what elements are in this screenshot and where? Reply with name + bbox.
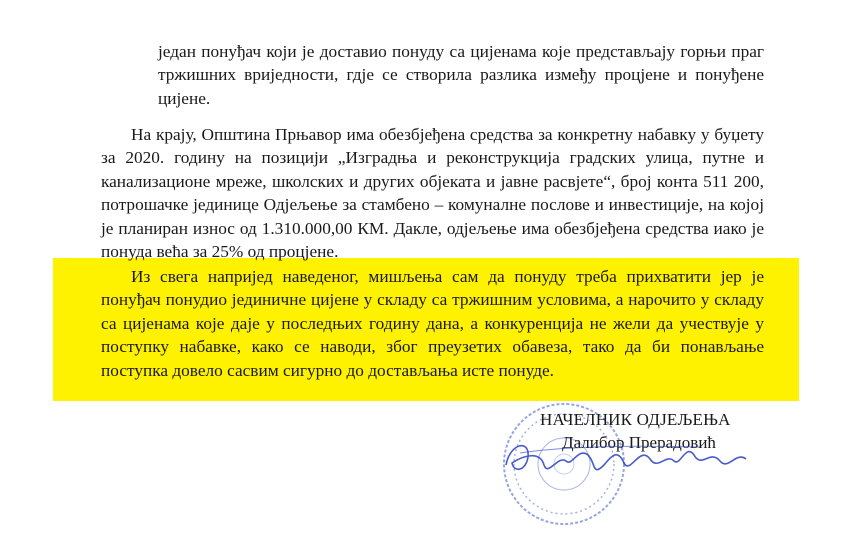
paragraph-price-difference: један понуђач који је доставио понуду са цијенама које представљају горњи праг тржишних вриједности, гдје се створила разлика између процјене и понуђене цијене.: [158, 42, 764, 108]
signatory-name: Далибор Прерадовић: [562, 433, 716, 452]
handwritten-signature: [500, 425, 760, 485]
signatory-title: НАЧЕЛНИК ОДЈЕЉЕЊА: [540, 410, 731, 429]
paragraph-budget-funds: На крају, Општина Прњавор има обезбјеђена средства за конкретну набавку у буџету за 2020. годину на позицији „Изградња и реконструкција градских улица, путне и канализационе мреже, школских и других објеката и јавне расвјете“, број конта 511 200, потрошачке јединице Одјељење за стамбено – комуналне послове и инвестиције, на којој је планиран износ од 1.310.000,00 КМ. Дакле, одјељење има обезбјеђена средства иако је понуда већа за 25% од процјене.: [101, 125, 764, 262]
paragraph-conclusion: Из свега напријед наведеног, мишљења сам да понуду треба прихватити јер је понуђач понудио јединичне цијене у складу са тржишним условима, а нарочито у складу са цијенама које даје у последњих годину дана, а конкуренција не жели да учествује у поступку набавке, како се наводи, због преузетих обавеза, тако да би понављање поступка довело сасвим сигурно до достављања исте понуде.: [101, 267, 764, 380]
